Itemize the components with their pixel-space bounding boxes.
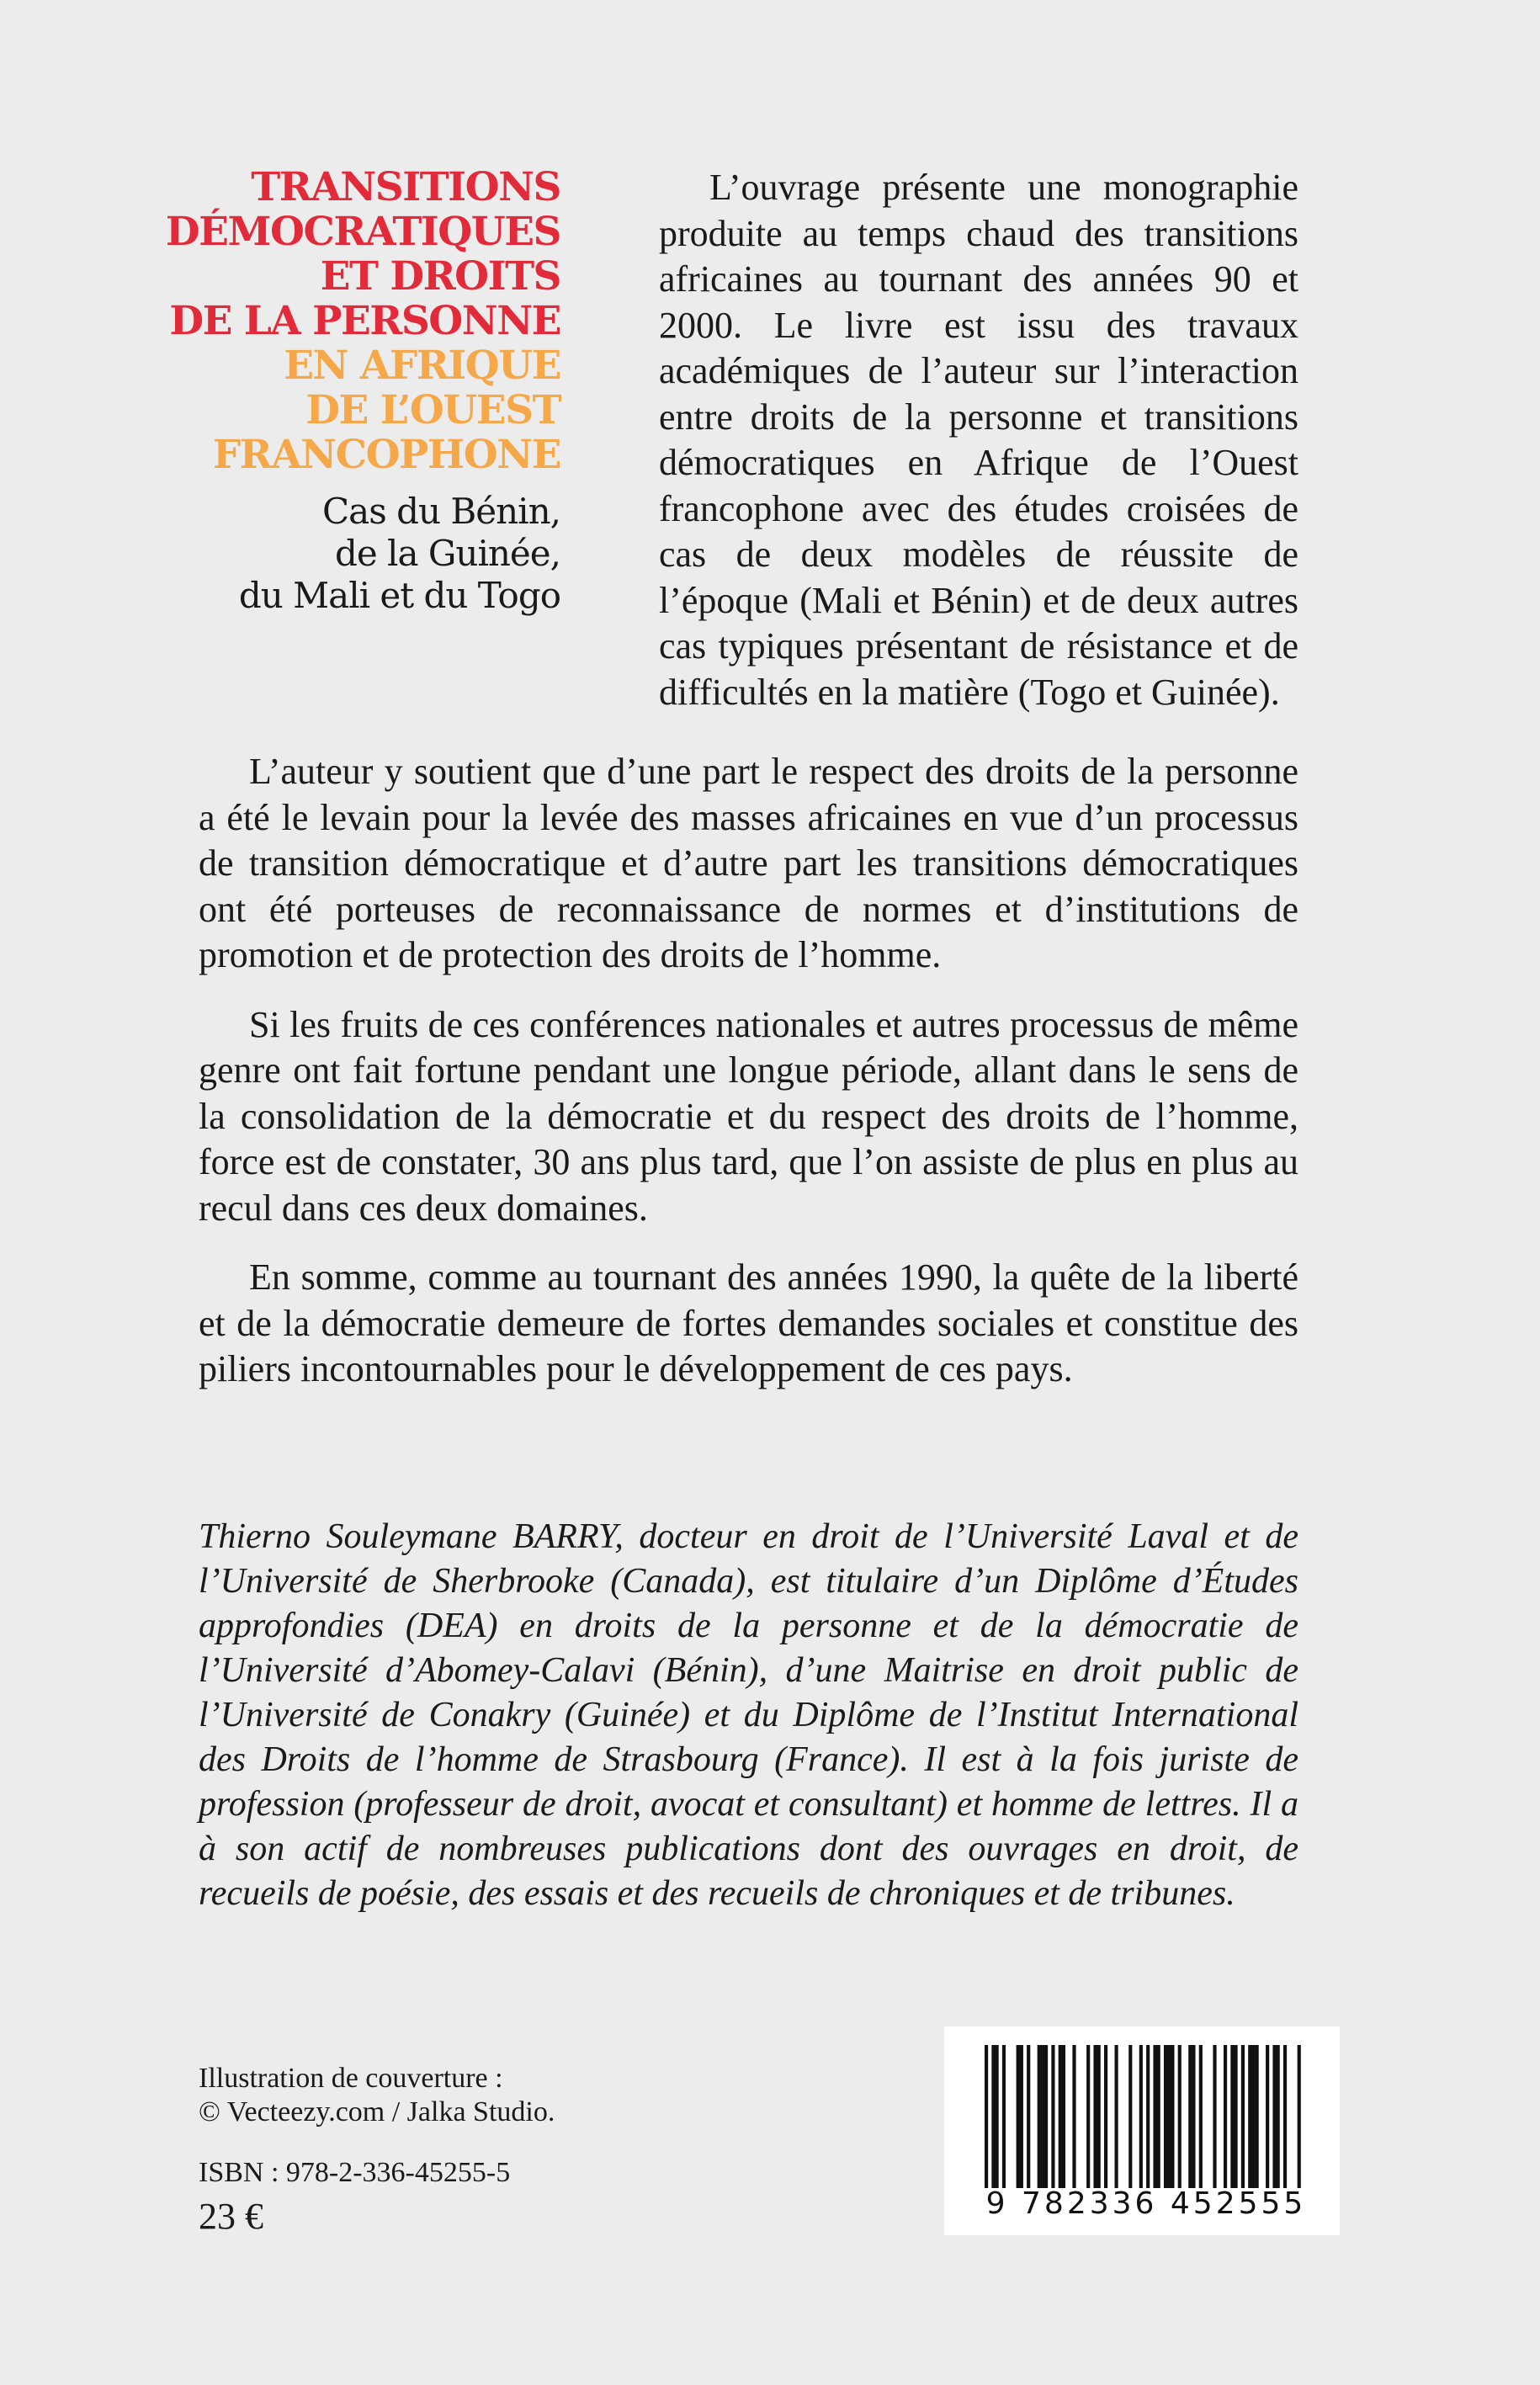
author-name: Thierno Souleymane BARRY [199, 1517, 615, 1556]
title-line-3: ET DROITS [320, 253, 560, 300]
barcode-bar [1072, 2045, 1075, 2188]
barcode-bar [1128, 2045, 1132, 2188]
subtitle-line-1: Cas du Bénin, [322, 491, 560, 532]
author-bio-text: , docteur en droit de l’Université Laval et de l’Université de Sherbrooke (Canada), est titulaire d’un Diplôme d’Études approfondies (DEA) en droits de la personne et de la démocratie de l’Université d’Abomey-Calavi (Bénin), d’une Maitrise en droit public de l’Université de Conakry (Guinée) et du Diplôme de l’Institut International des Droits de l’homme de Strasbourg (France). Il est à la fois juriste de profession (professeur de droit, avocat et consultant) et homme de lettres. Il a à son actif de nombreuses publications dont des ouvrages en droit, de recueils de poésie, des essais et des recueils de chroniques et de tribunes. [199, 1517, 1298, 1913]
credits-line-2: © Vecteezy.com / Jalka Studio. [199, 2096, 555, 2127]
barcode-bar [1188, 2045, 1195, 2188]
barcode-bar [1027, 2045, 1030, 2188]
cover-credits [199, 2062, 704, 2129]
barcode-digits: 9 782336 452555 [985, 2186, 1307, 2221]
barcode-bar [991, 2045, 998, 2188]
subtitle-line-3: du Mali et du Togo [238, 575, 560, 616]
body-paragraph-1: L’auteur y soutient que d’une part le respect des droits de la personne a été le levain pour la levée des masses africaines en vue d’un processus de transition démocratique et d’autre part les transitions démocratiques ont été porteuses de reconnaissance de normes et d’institutions de promotion et de protection des droits de l’homme. [199, 751, 1298, 975]
barcode-bar [1199, 2045, 1203, 2188]
title-block [126, 165, 560, 617]
barcode-bar [1153, 2045, 1160, 2188]
isbn: ISBN : 978-2-336-45255-5 [199, 2157, 511, 2188]
barcode-bar [1139, 2045, 1143, 2188]
barcode-bar [1266, 2045, 1269, 2188]
barcode-bar [1086, 2045, 1090, 2188]
barcode-bar [1059, 2045, 1065, 2188]
title-line-4: DE LA PERSONNE [169, 298, 560, 344]
barcode-bar [1272, 2045, 1279, 2188]
barcode-bar [1230, 2045, 1237, 2188]
barcode-bar [1002, 2045, 1006, 2188]
barcode-bar [1178, 2045, 1182, 2188]
barcode-bar [1115, 2045, 1118, 2188]
credits-line-1: Illustration de couverture : [199, 2063, 503, 2094]
barcode-bars [985, 2045, 1304, 2188]
title-line-2: DÉMOCRATIQUES [165, 209, 560, 255]
author-bio [199, 1515, 1298, 1916]
price: 23 € [199, 2196, 263, 2237]
body-text [199, 749, 1298, 1416]
title-line-1: TRANSITIONS [251, 164, 560, 210]
barcode-bar [1283, 2045, 1287, 2188]
title-line-7: FRANCOPHONE [212, 432, 560, 478]
barcode-bar [1241, 2045, 1245, 2188]
title-line-5: EN AFRIQUE [284, 343, 560, 389]
barcode-bar [1213, 2045, 1216, 2188]
barcode-bar [1298, 2045, 1301, 2188]
barcode-bar [1038, 2045, 1049, 2188]
barcode-bar [1146, 2045, 1150, 2188]
barcode-bar [985, 2045, 988, 2188]
barcode-bar [1093, 2045, 1100, 2188]
barcode-bar [1164, 2045, 1175, 2188]
title-line-6: DE L’OUEST [305, 387, 560, 433]
barcode-bar [1051, 2045, 1054, 2188]
subtitle [126, 491, 560, 617]
barcode-bar [1224, 2045, 1227, 2188]
barcode-bar [1017, 2045, 1023, 2188]
body-paragraph-3: En somme, comme au tournant des années 1990, la quête de la liberté et de la démocratie demeure de fortes demandes sociales et constitue des piliers incontournables pour le développement de ces pays. [199, 1256, 1298, 1389]
subtitle-line-2: de la Guinée, [334, 533, 560, 574]
barcode-bar [1248, 2045, 1259, 2188]
barcode [944, 2026, 1340, 2235]
body-paragraph-2: Si les fruits de ces conférences nationales et autres processus de même genre ont fait fortune pendant une longue période, allant dans le sens de la consolidation de la démocratie et du respect des droits de l’homme, force est de constater, 30 ans plus tard, que l’on assiste de plus en plus au recul dans ces deux domaines. [199, 1003, 1298, 1229]
barcode-bar [1104, 2045, 1107, 2188]
intro-paragraph: L’ouvrage présente une monographie produite au temps chaud des transitions africaines au tournant des années 90 et 2000. Le livre est issu des travaux académiques de l’auteur sur l’interaction entre droits de la personne et transitions démocratiques en Afrique de l’Ouest francophone avec des études croisées de cas de deux modèles de réussite de l’époque (Mali et Bénin) et de deux autres cas typiques présentant de résistance et de difficultés en la matière (Togo et Guinée). [659, 167, 1298, 713]
